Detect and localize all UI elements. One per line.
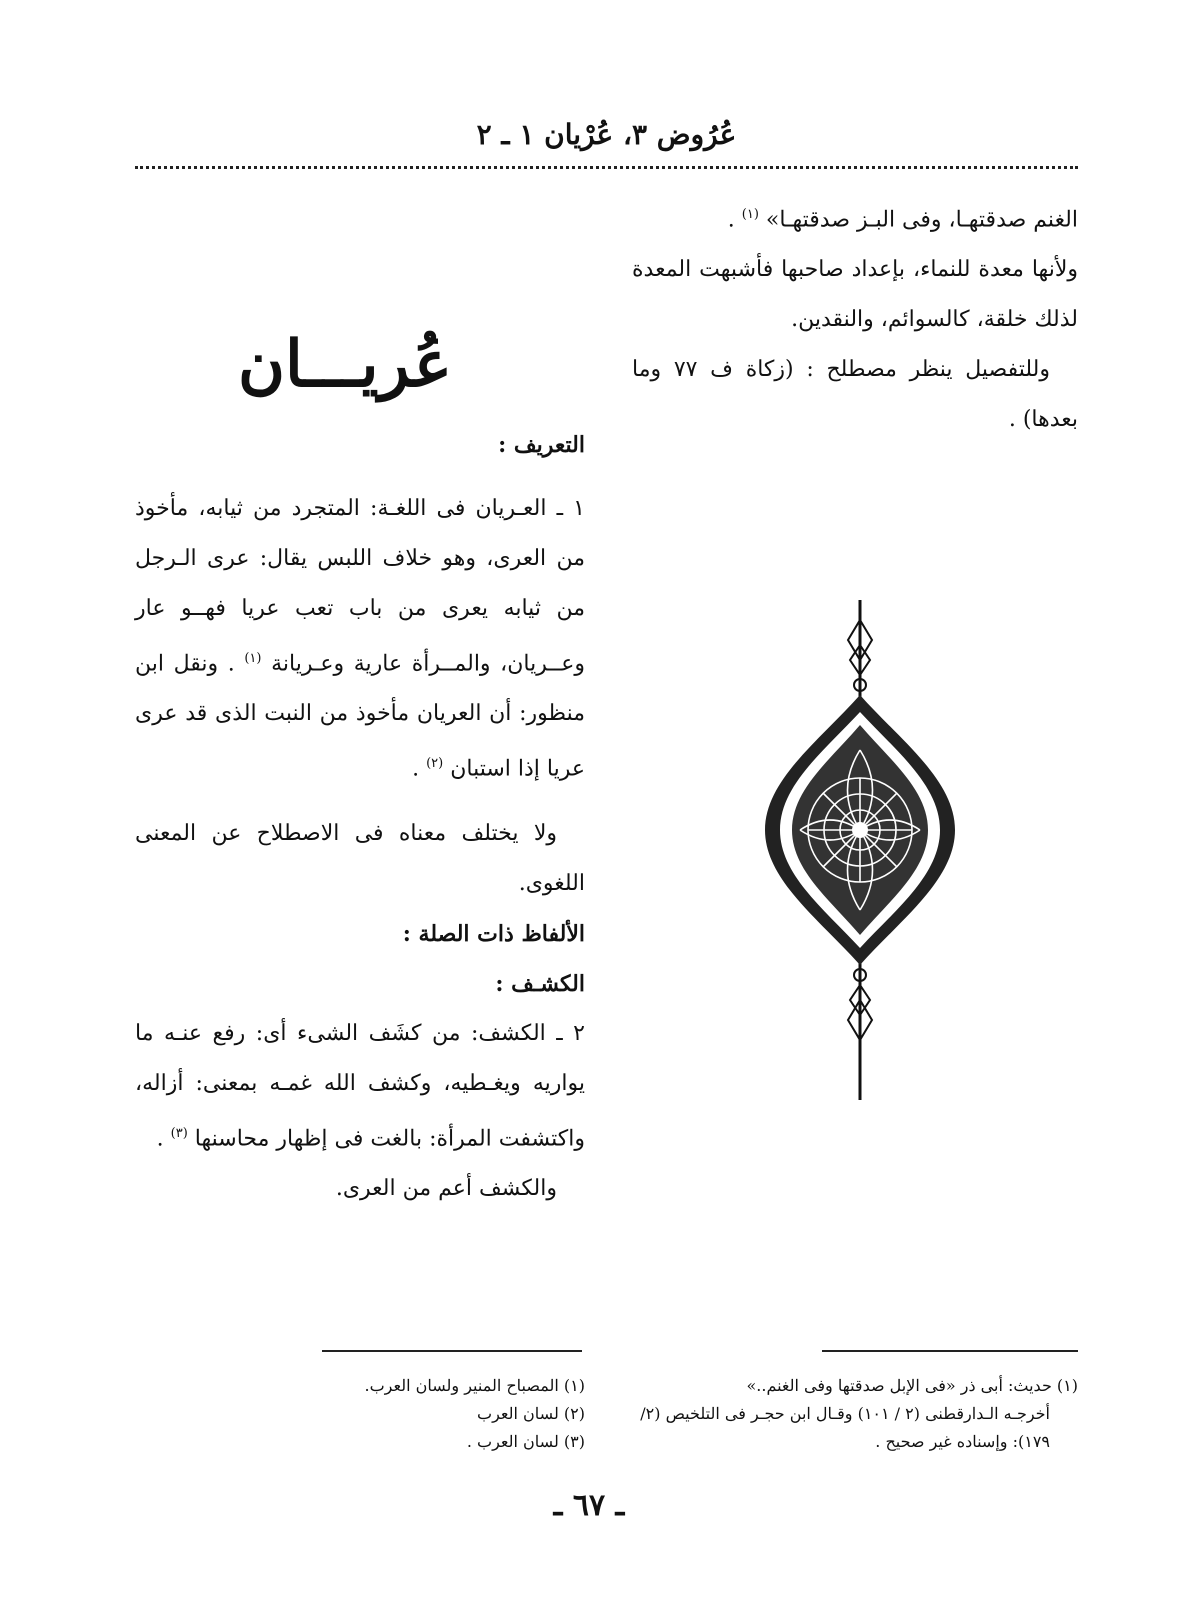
kashf-heading: الكشـف : <box>495 970 585 997</box>
arabesque-ornament-icon <box>760 600 960 1100</box>
footnote-ref: (٢) <box>426 756 444 772</box>
kashf-text: ٢ ـ الكشف: من كشَف الشىء أى: رفع عنـه ما يواريه ويغـطيه، وكشف الله غمـه بمعنى: أزاله، واكتشفت المرأة: بالغت فى إظهار محاسنها <box>135 1020 585 1151</box>
kashf-comparison-para: والكشف أعم من العرى. <box>335 1175 557 1201</box>
running-head: عُرُوض ٣، عُرْيان ١ ـ ٢ <box>476 118 737 151</box>
entry-title: عُريـــان <box>237 327 453 402</box>
right-column <box>632 190 1078 445</box>
definition-text-cont: . ونقل ابن منظور: أن العريان مأخوذ من النبت الذى قد عرى عريا إذا استبان <box>135 651 585 782</box>
header-dotted-rule <box>135 166 1078 169</box>
footnote-ref: (١) <box>244 651 262 666</box>
footnote-item: (٣) لسان العرب . <box>466 1432 585 1451</box>
footnotes-right <box>632 1372 1078 1456</box>
terminology-para: ولا يختلف معناه فى الاصطلاح عن المعنى اللغوى. <box>135 820 585 896</box>
left-column <box>135 310 585 1214</box>
right-para-2: ولأنها معدة للنماء، بإعداد صاحبها فأشبهت المعدة لذلك خلقة، كالسوائم، والنقدين. <box>632 257 1078 333</box>
footnote-ref: (٣) <box>170 1125 188 1141</box>
footnote-1-line: (١) حديث: أبى ذر «فى الإبل صدقتها وفى الغنم..» <box>746 1376 1078 1395</box>
right-para-1-text: الغنم صدقتهـا، وفى البـز صدقتهـا» <box>765 207 1078 233</box>
footnote-ref: (١) <box>741 207 759 222</box>
definition-para <box>135 484 585 795</box>
kashf-para <box>135 1009 585 1164</box>
page-number: ـ ٦٧ ـ <box>553 1488 625 1523</box>
footnote-rule-right <box>822 1350 1078 1352</box>
right-para-1 <box>632 190 1078 245</box>
right-para-3: وللتفصيل ينظر مصطلح : (زكاة ف ٧٧ وما بعدها) . <box>632 357 1078 433</box>
footnote-item: (١) المصباح المنير ولسان العرب. <box>364 1376 585 1395</box>
period: . <box>412 756 420 782</box>
period: . <box>727 207 735 233</box>
period: . <box>156 1125 164 1151</box>
footnote-rule-left <box>322 1350 582 1352</box>
related-terms-heading: الألفاظ ذات الصلة : <box>402 920 585 947</box>
definition-text: ١ ـ العـريان فى اللغـة: المتجرد من ثيابه، مأخوذ من العرى، وهو خلاف اللبس يقال: عرى الـرجل من ثيابه يعرى من باب تعب عريا فهــو عار وعــريان، والمــرأة عارية وعـريانة <box>135 496 586 677</box>
footnote-1-cont: أخرجـه الـدارقطنى (٢ / ١٠١) وقـال ابن حجـر فى التلخيص (٢/ ١٧٩): وإسناده غير صحيح . <box>640 1404 1050 1451</box>
footnote-item: (٢) لسان العرب <box>477 1404 585 1423</box>
definition-heading: التعريف : <box>498 432 585 458</box>
footnotes-left <box>300 1372 585 1456</box>
